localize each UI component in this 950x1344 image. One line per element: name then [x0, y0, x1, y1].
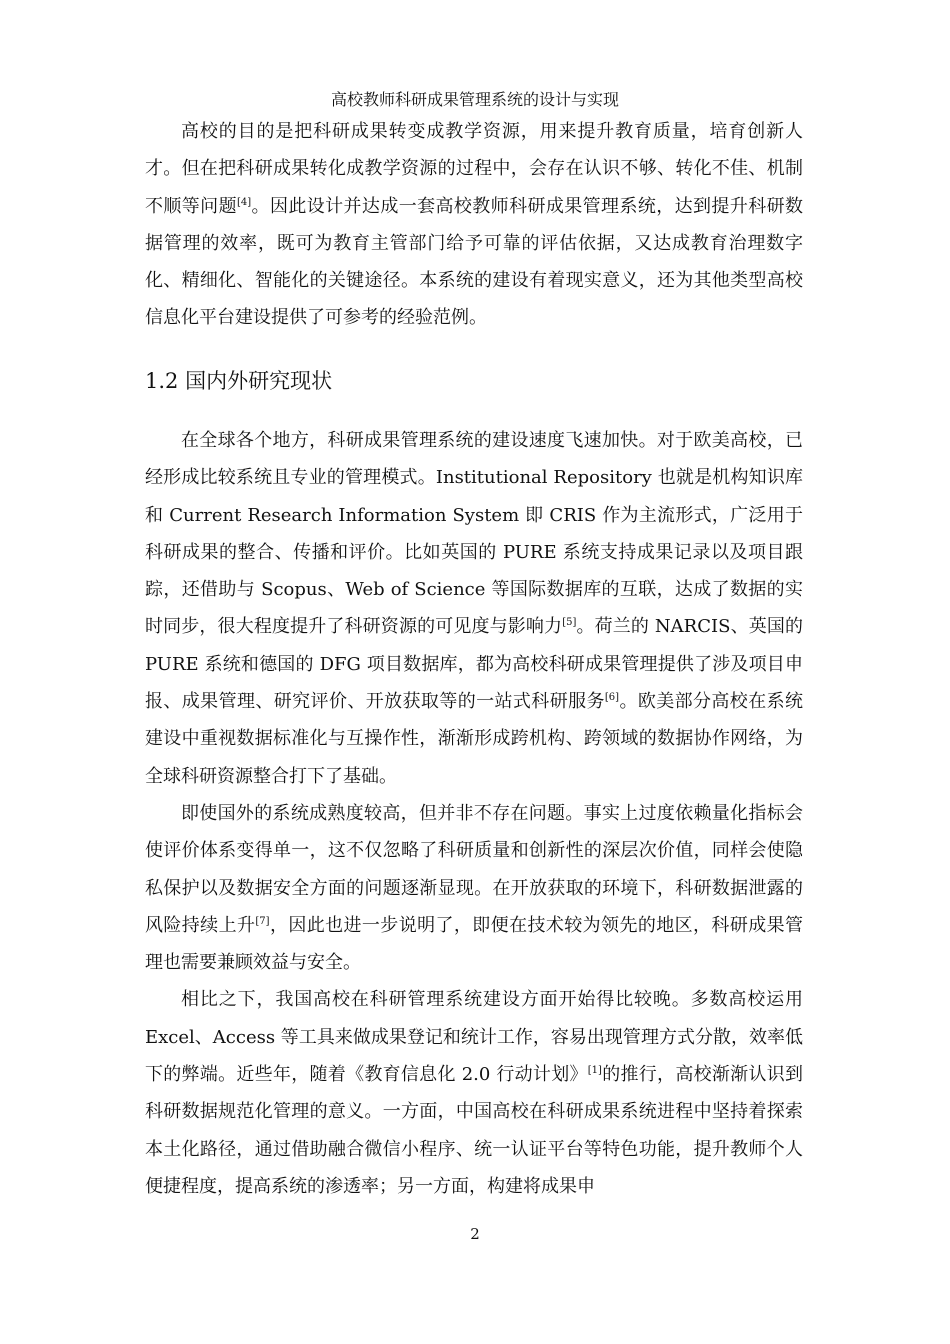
domestic-text-2: 的推行，高校渐渐认识到科研数据规范化管理的意义。一方面，中国高校在科研成果系统进程中坚持着探索本土化路径，通过借助融合微信小程序、统一认证平台等特色功能，提升教师个人便捷程度，提高系统的渗透率；另一方面，构建将成果申 — [145, 1064, 804, 1197]
paragraph-global — [145, 422, 803, 795]
problems-text-2: ，因此也进一步说明了，即便在技术较为领先的地区，科研成果管理也需要兼顾效益与安全。 — [145, 914, 804, 974]
global-text-2: 。荷兰的 NARCIS、英国的 PURE 系统和德国的 DFG 项目数据库，都为高校科研成果管理提供了涉及项目申报、成果管理、研究评价、开放获取等的一站式科研服务 — [145, 616, 803, 713]
citation-ref: [6] — [604, 692, 620, 704]
citation-ref: [4] — [236, 196, 252, 208]
problems-text-1: 即使国外的系统成熟度较高，但并非不存在问题。事实上过度依赖量化指标会使评价体系变得单一，这不仅忽略了科研质量和创新性的深层次价值，同样会使隐私保护以及数据安全方面的问题逐渐显现。在开放获取的环境下，科研数据泄露的风险持续上升 — [145, 802, 803, 936]
citation-ref: [5] — [562, 617, 577, 629]
section-heading: 1.2 国内外研究现状 — [145, 369, 333, 393]
domestic-text-1: 相比之下，我国高校在科研管理系统建设方面开始得比较晚。多数高校运用 Excel、Access 等工具来做成果登记和统计工作，容易出现管理方式分散，效率低下的弊端。近些年，随着《教育信息化 2.0 行动计划》 — [145, 989, 803, 1086]
intro-paragraph — [145, 113, 803, 337]
citation-ref: [1] — [587, 1065, 602, 1077]
page-number: 2 — [470, 1225, 480, 1243]
running-header: 高校教师科研成果管理系统的设计与实现 — [330, 90, 619, 109]
paragraph-domestic — [145, 981, 803, 1205]
global-text-1: 在全球各个地方，科研成果管理系统的建设速度飞速加快。对于欧美高校，已经形成比较系统且专业的管理模式。Institutional Repository 也就是机构知识库和 Current Research Information System 即 CRIS 作为主流形式，广泛用于科研成果的整合、传播和评价。比如英国的 PURE 系统支持成果记录以及项目跟踪，还借助与 Scopus、Web of Science 等国际数据库的互联，达成了数据的实时同步，很大程度提升了科研资源的可见度与影响力 — [145, 430, 803, 638]
paragraph-problems — [145, 795, 803, 981]
intro-text-1: 高校的目的是把科研成果转变成教学资源，用来提升教育质量，培育创新人才。但在把科研成果转化成教学资源的过程中，会存在认识不够、转化不佳、机制不顺等问题 — [145, 121, 803, 217]
global-text-3: 。欧美部分高校在系统建设中重视数据标准化与互操作性，渐渐形成跨机构、跨领域的数据协作网络，为全球科研资源整合打下了基础。 — [145, 691, 803, 787]
section-body — [145, 422, 803, 1205]
intro-paragraph-block — [145, 113, 803, 337]
citation-ref: [7] — [255, 915, 270, 927]
intro-text-2: 。因此设计并达成一套高校教师科研成果管理系统，达到提升科研数据管理的效率，既可为教育主管部门给予可靠的评估依据，又达成教育治理数字化、精细化、智能化的关键途径。本系统的建设有着现实意义，还为其他类型高校信息化平台建设提供了可参考的经验范例。 — [145, 195, 804, 329]
